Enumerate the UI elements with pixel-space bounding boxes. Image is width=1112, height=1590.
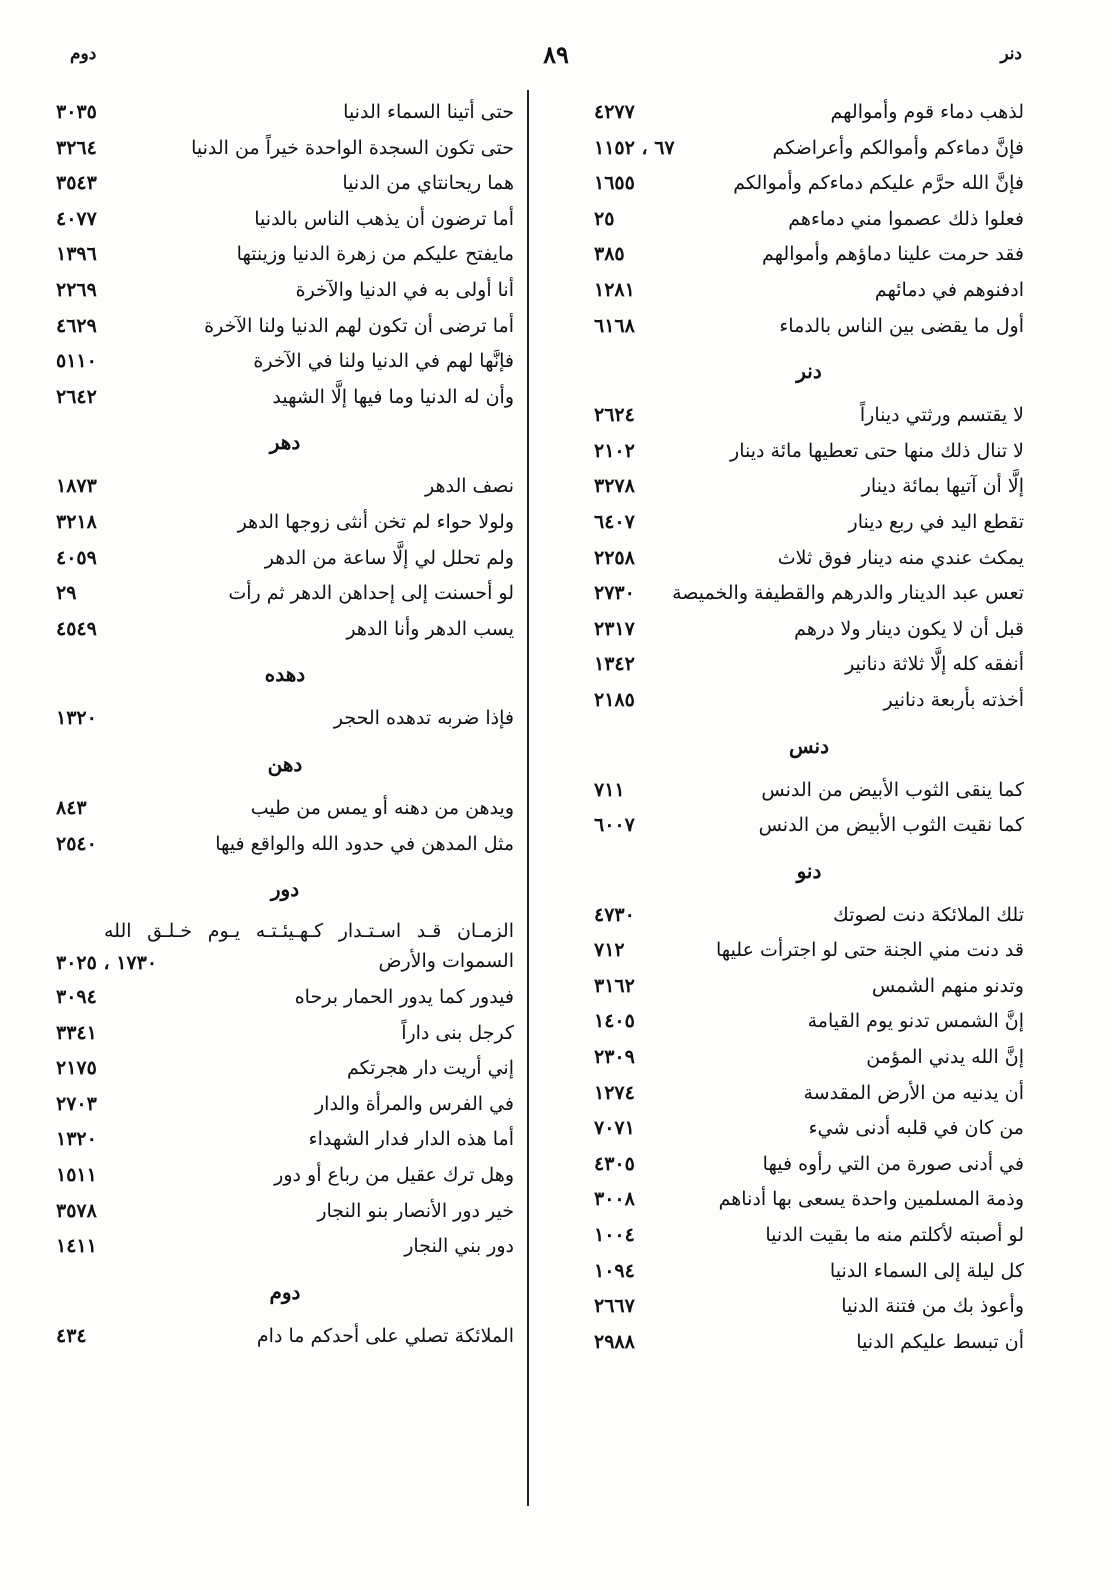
index-entry xyxy=(56,95,514,131)
index-entry xyxy=(56,916,514,980)
index-entry xyxy=(56,1122,514,1158)
entry-refs: ٣٠٩٤ xyxy=(56,986,97,1009)
index-entry xyxy=(594,683,1024,719)
entry-refs: ٦٧ ، ١١٥٢ xyxy=(594,136,675,159)
index-entry xyxy=(594,398,1024,434)
entry-text: إنَّ الله يدني المؤمن xyxy=(866,1046,1024,1069)
entry-refs: ٢٥ xyxy=(594,207,615,230)
entry-refs: ٧١١ xyxy=(594,778,625,801)
index-entry xyxy=(594,1289,1024,1325)
index-entry xyxy=(56,469,514,505)
index-entry xyxy=(594,898,1024,934)
running-header-left: دوم xyxy=(70,44,97,64)
entry-refs: ٤٥٤٩ xyxy=(56,617,97,640)
root-heading: دهن xyxy=(267,751,303,776)
right-column xyxy=(594,95,1024,1360)
entry-text: مايفتح عليكم من زهرة الدنيا وزينتها xyxy=(236,243,514,266)
index-entry xyxy=(56,202,514,238)
index-entry xyxy=(594,576,1024,612)
entry-text: أن يدنيه من الأرض المقدسة xyxy=(803,1081,1024,1104)
entry-refs: ٤٢٧٧ xyxy=(594,101,635,123)
entry-refs: ٤٠٥٩ xyxy=(56,546,97,569)
entry-text: هما ريحانتاي من الدنيا xyxy=(342,172,514,195)
root-heading: دهده xyxy=(264,662,306,687)
entry-refs: ١٣٤٢ xyxy=(594,653,635,676)
entry-refs: ٣٣٤١ xyxy=(56,1021,97,1044)
index-entry xyxy=(56,131,514,167)
entry-refs: ٢١٠٢ xyxy=(594,439,635,462)
entry-text: أما ترضون أن يذهب الناس بالدنيا xyxy=(254,207,514,230)
entry-text: تلك الملائكة دنت لصوتك xyxy=(833,903,1024,926)
index-entry xyxy=(594,1111,1024,1147)
entry-refs: ٢٢٥٨ xyxy=(594,546,635,569)
entry-text: تعس عبد الدينار والدرهم والقطيفة والخميصة xyxy=(672,582,1024,605)
entry-text: يسب الدهر وأنا الدهر xyxy=(346,617,514,640)
entry-text: مثل المدهن في حدود الله والواقع فيها xyxy=(215,832,514,855)
index-entry xyxy=(56,827,514,863)
entry-text: وذمة المسلمين واحدة يسعى بها أدناهم xyxy=(718,1188,1024,1211)
entry-refs: ٤٣٠٥ xyxy=(594,1152,635,1175)
index-entry xyxy=(56,166,514,202)
entry-text: أن تبسط عليكم الدنيا xyxy=(856,1330,1024,1353)
entry-refs: ٢٦٤٢ xyxy=(56,385,97,408)
entry-refs: ٢١٨٥ xyxy=(594,688,635,711)
entry-text: كرجل بنى داراً xyxy=(401,1021,514,1044)
entry-text: كما نقيت الثوب الأبيض من الدنس xyxy=(758,814,1024,837)
index-entry xyxy=(56,701,514,737)
entry-refs: ٣٠٣٥ xyxy=(56,101,97,123)
entry-refs: ١٠٠٤ xyxy=(594,1224,635,1247)
index-entry xyxy=(594,1147,1024,1183)
entry-text: وأعوذ بك من فتنة الدنيا xyxy=(841,1295,1024,1318)
index-entry xyxy=(594,933,1024,969)
entry-refs: ١٣٢٠ xyxy=(56,707,97,730)
index-entry xyxy=(594,1325,1024,1361)
index-entry xyxy=(594,1182,1024,1218)
entry-text: لو أحسنت إلى إحداهن الدهر ثم رأت xyxy=(228,582,514,605)
entry-refs: ١٤١١ xyxy=(56,1235,97,1258)
index-entry xyxy=(594,1218,1024,1254)
entry-refs: ٢١٧٥ xyxy=(56,1057,97,1080)
index-entry xyxy=(56,505,514,541)
entry-refs: ١٢٨١ xyxy=(594,278,635,301)
entry-refs: ٨٤٣ xyxy=(56,796,87,819)
entry-refs: ٢٣١٧ xyxy=(594,617,635,640)
index-entry xyxy=(56,980,514,1016)
index-entry xyxy=(594,541,1024,577)
index-entry xyxy=(594,166,1024,202)
entry-text: حتى أتينا السماء الدنيا xyxy=(343,101,514,123)
entry-text: إني أريت دار هجرتكم xyxy=(346,1057,514,1080)
root-heading: دهر xyxy=(269,430,301,455)
entry-text: الزمـان قـد اسـتـدار كـهـيئـتـه يـوم خـلـق الله السموات والأرض xyxy=(104,920,514,973)
entry-text: قد دنت مني الجنة حتى لو اجترأت عليها xyxy=(716,939,1024,962)
entry-text: فإنَّها لهم في الدنيا ولنا في الآخرة xyxy=(253,350,514,373)
entry-text: ادفنوهم في دمائهم xyxy=(874,278,1024,301)
entry-refs: ٣٨٥ xyxy=(594,243,625,266)
entry-text: حتى تكون السجدة الواحدة خيراً من الدنيا xyxy=(191,136,514,159)
entry-refs: ١٣٩٦ xyxy=(56,243,97,266)
entry-text: أنفقه كله إلَّا ثلاثة دنانير xyxy=(845,653,1024,676)
entry-text: إلَّا أن آتيها بمائة دينار xyxy=(861,475,1024,498)
entry-text: لذهب دماء قوم وأموالهم xyxy=(830,101,1024,123)
index-entry xyxy=(56,1158,514,1194)
entry-text: في الفرس والمرأة والدار xyxy=(314,1092,514,1115)
entry-text: فقد حرمت علينا دماؤهم وأموالهم xyxy=(762,243,1024,266)
entry-refs: ١٥١١ xyxy=(56,1164,97,1187)
entry-refs: ٦١٦٨ xyxy=(594,314,635,337)
entry-text: أول ما يقضى بين الناس بالدماء xyxy=(779,314,1024,337)
entry-refs: ٤٣٤ xyxy=(56,1324,87,1347)
entry-text: في أدنى صورة من التي رأوه فيها xyxy=(762,1152,1024,1175)
index-entry xyxy=(594,95,1024,131)
index-entry xyxy=(56,1229,514,1265)
entry-refs: ٣١٦٢ xyxy=(594,974,635,997)
index-entry xyxy=(56,309,514,345)
index-entry xyxy=(594,1076,1024,1112)
entry-text: ويدهن من دهنه أو يمس من طيب xyxy=(250,796,514,819)
entry-text: لا تنال ذلك منها حتى تعطيها مائة دينار xyxy=(730,439,1024,462)
entry-text: أنا أولى به في الدنيا والآخرة xyxy=(295,278,514,301)
column-divider xyxy=(527,90,529,1506)
entry-refs: ٢٩٨٨ xyxy=(594,1330,635,1353)
index-entry xyxy=(594,273,1024,309)
entry-refs: ٢٧٣٠ xyxy=(594,582,635,605)
index-entry xyxy=(594,237,1024,273)
entry-refs: ٢٦٢٤ xyxy=(594,404,635,427)
entry-refs: ١٠٩٤ xyxy=(594,1259,635,1282)
entry-refs: ٣٠٠٨ xyxy=(594,1188,635,1211)
index-entry xyxy=(594,773,1024,809)
index-entry xyxy=(56,1194,514,1230)
entry-text: تقطع اليد في ربع دينار xyxy=(848,510,1024,533)
index-entry xyxy=(594,1254,1024,1290)
entry-refs: ٣٥٧٨ xyxy=(56,1199,97,1222)
index-entry xyxy=(56,380,514,416)
index-entry xyxy=(594,647,1024,683)
index-entry xyxy=(594,969,1024,1005)
entry-refs: ٢٢٦٩ xyxy=(56,278,97,301)
entry-refs: ٥١١٠ xyxy=(56,350,97,373)
entry-refs: ٢٩ xyxy=(56,582,77,605)
entry-refs: ٦٤٠٧ xyxy=(594,510,635,533)
index-entry xyxy=(56,1087,514,1123)
entry-refs: ٤٦٢٩ xyxy=(56,314,97,337)
index-entry xyxy=(56,791,514,827)
running-header-right: دنر xyxy=(1000,44,1022,64)
index-entry xyxy=(594,1004,1024,1040)
entry-text: خير دور الأنصار بنو النجار xyxy=(317,1199,514,1222)
entry-text: فإذا ضربه تدهده الحجر xyxy=(333,707,514,730)
entry-text: يمكث عندي منه دينار فوق ثلاث xyxy=(777,546,1024,569)
index-entry xyxy=(56,576,514,612)
entry-text: لا يقتسم ورثتي ديناراً xyxy=(859,404,1024,427)
root-heading: دنو xyxy=(796,858,822,883)
index-entry xyxy=(56,541,514,577)
root-heading: دوم xyxy=(269,1279,301,1304)
entry-refs: ٢٥٤٠ xyxy=(56,832,97,855)
entry-text: وتدنو منهم الشمس xyxy=(871,974,1024,997)
entry-refs: ٣٢١٨ xyxy=(56,510,97,533)
index-entry xyxy=(594,808,1024,844)
entry-refs: ٧٠٧١ xyxy=(594,1117,635,1140)
index-entry xyxy=(56,344,514,380)
index-entry xyxy=(56,1051,514,1087)
index-entry xyxy=(56,1016,514,1052)
root-heading: دنر xyxy=(796,359,822,384)
entry-text: فإنَّ الله حرَّم عليكم دماءكم وأموالكم xyxy=(733,172,1024,195)
entry-text: نصف الدهر xyxy=(424,475,514,498)
entry-text: قبل أن لا يكون دينار ولا درهم xyxy=(794,617,1024,640)
entry-refs: ٢٣٠٩ xyxy=(594,1046,635,1069)
entry-refs: ٣٥٤٣ xyxy=(56,172,97,195)
entry-refs: ١٧٣٠ ، ٣٠٢٥ xyxy=(56,952,158,975)
entry-text: وهل ترك عقيل من رباع أو دور xyxy=(274,1164,514,1187)
index-entry xyxy=(594,131,1024,167)
entry-refs: ٧١٢ xyxy=(594,939,625,962)
entry-text: كما ينقى الثوب الأبيض من الدنس xyxy=(761,778,1024,801)
entry-text: من كان في قلبه أدنى شيء xyxy=(808,1117,1024,1140)
index-entry xyxy=(594,612,1024,648)
entry-text: دور بني النجار xyxy=(404,1235,514,1258)
root-heading: دور xyxy=(270,877,300,902)
index-entry xyxy=(594,202,1024,238)
index-entry xyxy=(594,469,1024,505)
index-entry xyxy=(594,505,1024,541)
entry-text: فيدور كما يدور الحمار برحاه xyxy=(294,986,514,1009)
entry-text: أخذته بأربعة دنانير xyxy=(883,688,1024,711)
entry-text: أما هذه الدار فدار الشهداء xyxy=(308,1128,514,1151)
index-entry xyxy=(56,1319,514,1355)
entry-refs: ٣٢٧٨ xyxy=(594,475,635,498)
entry-refs: ١٦٥٥ xyxy=(594,172,635,195)
index-entry xyxy=(56,612,514,648)
entry-refs: ٢٦٦٧ xyxy=(594,1295,635,1318)
entry-text: فإنَّ دماءكم وأموالكم وأعراضكم xyxy=(772,136,1024,159)
entry-refs: ٣٢٦٤ xyxy=(56,136,97,159)
root-heading: دنس xyxy=(789,733,829,758)
entry-refs: ٤٠٧٧ xyxy=(56,207,97,230)
entry-text: كل ليلة إلى السماء الدنيا xyxy=(829,1259,1024,1282)
entry-text: ولولا حواء لم تخن أنثى زوجها الدهر xyxy=(237,510,514,533)
entry-text: لو أصبته لأكلتم منه ما بقيت الدنيا xyxy=(765,1224,1024,1247)
entry-refs: ٤٧٣٠ xyxy=(594,903,635,926)
entry-text: ولم تحلل لي إلَّا ساعة من الدهر xyxy=(264,546,514,569)
entry-refs: ٦٠٠٧ xyxy=(594,814,635,837)
entry-text: الملائكة تصلي على أحدكم ما دام xyxy=(256,1324,514,1347)
entry-text: إنَّ الشمس تدنو يوم القيامة xyxy=(807,1010,1024,1033)
index-entry xyxy=(594,309,1024,345)
left-column xyxy=(56,95,514,1354)
index-entry xyxy=(56,273,514,309)
index-entry xyxy=(594,434,1024,470)
index-entry xyxy=(594,1040,1024,1076)
page-number: ٨٩ xyxy=(543,40,569,69)
index-entry xyxy=(56,237,514,273)
entry-refs: ٢٧٠٣ xyxy=(56,1092,97,1115)
entry-refs: ١٣٢٠ xyxy=(56,1128,97,1151)
entry-refs: ١٤٠٥ xyxy=(594,1010,635,1033)
entry-refs: ١٨٧٣ xyxy=(56,475,97,498)
entry-text: وأن له الدنيا وما فيها إلَّا الشهيد xyxy=(272,385,514,408)
entry-refs: ١٢٧٤ xyxy=(594,1081,635,1104)
entry-text: فعلوا ذلك عصموا مني دماءهم xyxy=(788,207,1024,230)
entry-text: أما ترضى أن تكون لهم الدنيا ولنا الآخرة xyxy=(204,314,514,337)
